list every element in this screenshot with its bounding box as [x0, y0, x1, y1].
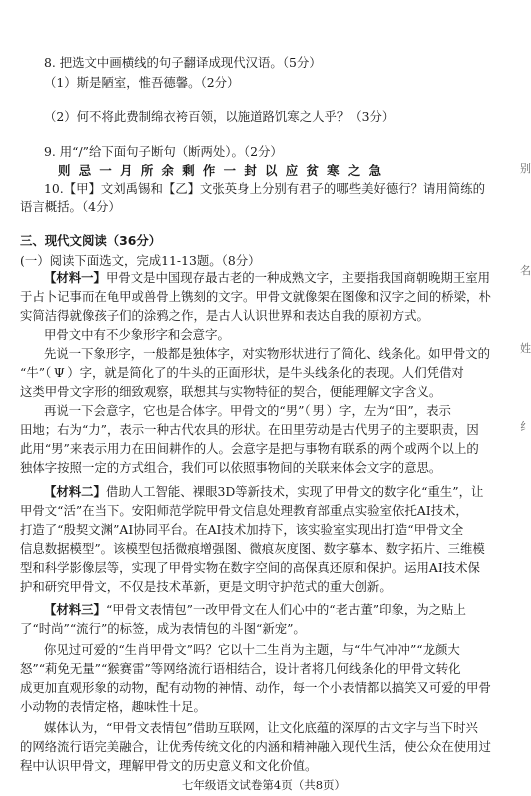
material2-l1-text: 借助人工智能、裸眼3D等新技术，实现了甲骨文的数字化“重生”，让 [105, 484, 484, 499]
material3-l1 [44, 601, 528, 619]
p3-l2-a: “牛”（ [20, 365, 52, 380]
q8-sub2: （2）何不将此费制绵衣袴百领，以施道路饥寒之人乎？（3分） [44, 109, 395, 124]
margin-mark-2: 名 [520, 264, 531, 277]
margin-mark-1: 别 [520, 162, 531, 175]
material1-p4-l2: 田地；右为“力”，表示一种古代农具的形状。在田里劳动是古代男子的主要职责，因 [20, 422, 479, 437]
page-footer: 七年级语文试卷第4页（共8页） [181, 778, 347, 792]
material3-l1-text: “甲骨文表情包”一改甲骨文在人们心中的“老古董”印象，为之贴上 [105, 602, 466, 617]
material1-label: 【材料一】 [44, 270, 106, 285]
material1-p3-l3: 这类甲骨文字形的细致观察，联想其与实物特征的契合，便能理解文字含义。 [20, 384, 442, 399]
material2-l1 [44, 483, 528, 501]
material1-p3-l1: 先说一下象形字，一般都是独体字，对实物形状进行了简化、线条化。如甲骨文的 [44, 346, 491, 361]
q8-title: 8. 把选文中画横线的句子翻译成现代汉语。（5分） [44, 55, 322, 70]
q10-line1: 10.【甲】文刘禹锡和【乙】文张英身上分别有君子的哪些美好德行？请用简练的 [44, 181, 485, 196]
oracle-niu-glyph: Ψ [53, 365, 65, 380]
material2-l4: 信息数据模型”。该模型包括微痕增强图、微痕灰度图、数字摹本、数字拓片、三维模 [20, 541, 485, 556]
material2-label: 【材料二】 [44, 484, 106, 499]
oracle-nan-glyph: 男 [312, 403, 325, 418]
material1-p2: 甲骨文中有不少象形字和会意字。 [44, 327, 230, 342]
q8-sub1: （1）斯是陋室，惟吾德馨。（2分） [44, 75, 240, 90]
section-title: 三、现代文阅读（36分） [20, 233, 162, 248]
material3-label: 【材料三】 [44, 602, 106, 617]
material1-p4-l3: 此用“男”来表示用力在田间耕作的人。会意字是把与事物有联系的两个或两个以上的 [20, 441, 479, 456]
material1-p1-l1-text: 甲骨文是中国现存最古老的一种成熟文字，主要指我国商朝晚期王室用 [105, 270, 491, 285]
material1-p4-l1 [44, 402, 528, 420]
material3-p2-l3: 成更加直观形象的动物，配有动物的神情、动作，每一个小表情都以搞笑又可爱的甲骨 [20, 680, 491, 695]
p4-l1-a: 再说一下会意字，它也是合体字。甲骨文的“男”（ [44, 403, 311, 418]
material2-l3: 打造了“殷契文渊”AI协同平台。在AI技术加持下，该实验室实现出打造“甲骨文全 [20, 522, 464, 537]
material3-p2-l1: 你见过可爱的“生肖甲骨文”吗？它以十二生肖为主题，与“牛气冲冲”“龙颜大 [44, 642, 460, 657]
material1-p4-l4: 独体字按照一定的方式组合，我们可以依照事物间的关联来体会文字的意思。 [20, 460, 442, 475]
material2-l5: 型和科学影像层等，实现了甲骨实物在数字空间的高保真还原和保护。运用AI技术保 [20, 560, 480, 575]
material3-p2-l2: 怒”“莉免无量”“猴赛雷”等网络流行语相结合，设计者将几何线条化的甲骨文转化 [20, 661, 461, 676]
q9-title: 9. 用“/”给下面句子断句（断两处）。（2分） [44, 144, 283, 159]
material1-p3-l2 [20, 364, 528, 382]
margin-mark-4: 纟 [520, 420, 531, 433]
material3-p3-l3: 程中认识甲骨文，理解甲骨文的历史意义和文化价值。 [20, 758, 318, 773]
material1-p1-l1 [44, 269, 528, 287]
material2-l6: 护和研究甲骨文，不仅是技术革新，更是文明守护范式的重大创新。 [20, 579, 392, 594]
material3-l2: 了“时尚”“流行”的标签，成为表情包的斗图“新宠”。 [20, 621, 306, 636]
material1-p1-l2: 于占卜记事而在龟甲或兽骨上镌刻的文字。甲骨文就像架在图像和汉字之间的桥梁，朴 [20, 289, 491, 304]
material3-p2-l4: 小动物的表情定格，趣味性十足。 [20, 699, 206, 714]
q10-line2: 语言概括。（4分） [20, 199, 121, 214]
part1-title: (一）阅读下面选文，完成11-13题。（8分） [20, 253, 261, 268]
material3-p3-l2: 的网络流行语完美融合，让优秀传统文化的内涵和精神融入现代生活，使公众在使用过 [20, 739, 491, 754]
margin-mark-3: 姓 [520, 342, 531, 355]
p4-l1-b: ）字，左为“田”，表示 [326, 403, 451, 418]
q9-sentence: 则 忌 一 月 所 余 剩 作 一 封 以 应 贫 寒 之 急 [58, 163, 383, 178]
p3-l2-b: ）字，就是简化了的牛头的正面形状，是牛头线条化的表现。人们凭借对 [67, 365, 464, 380]
material3-p3-l1: 媒体认为，“甲骨文表情包”借助互联网，让文化底蕴的深厚的古文字与当下时兴 [44, 720, 478, 735]
material1-p1-l3: 实简洁得就像孩子们的涂鸦之作，是古人认识世界和表达自我的原初方式。 [20, 308, 429, 323]
material2-l2: 甲骨文“活”在当下。安阳师范学院甲骨文信息处理教育部重点实验室依托AI技术， [20, 503, 468, 518]
